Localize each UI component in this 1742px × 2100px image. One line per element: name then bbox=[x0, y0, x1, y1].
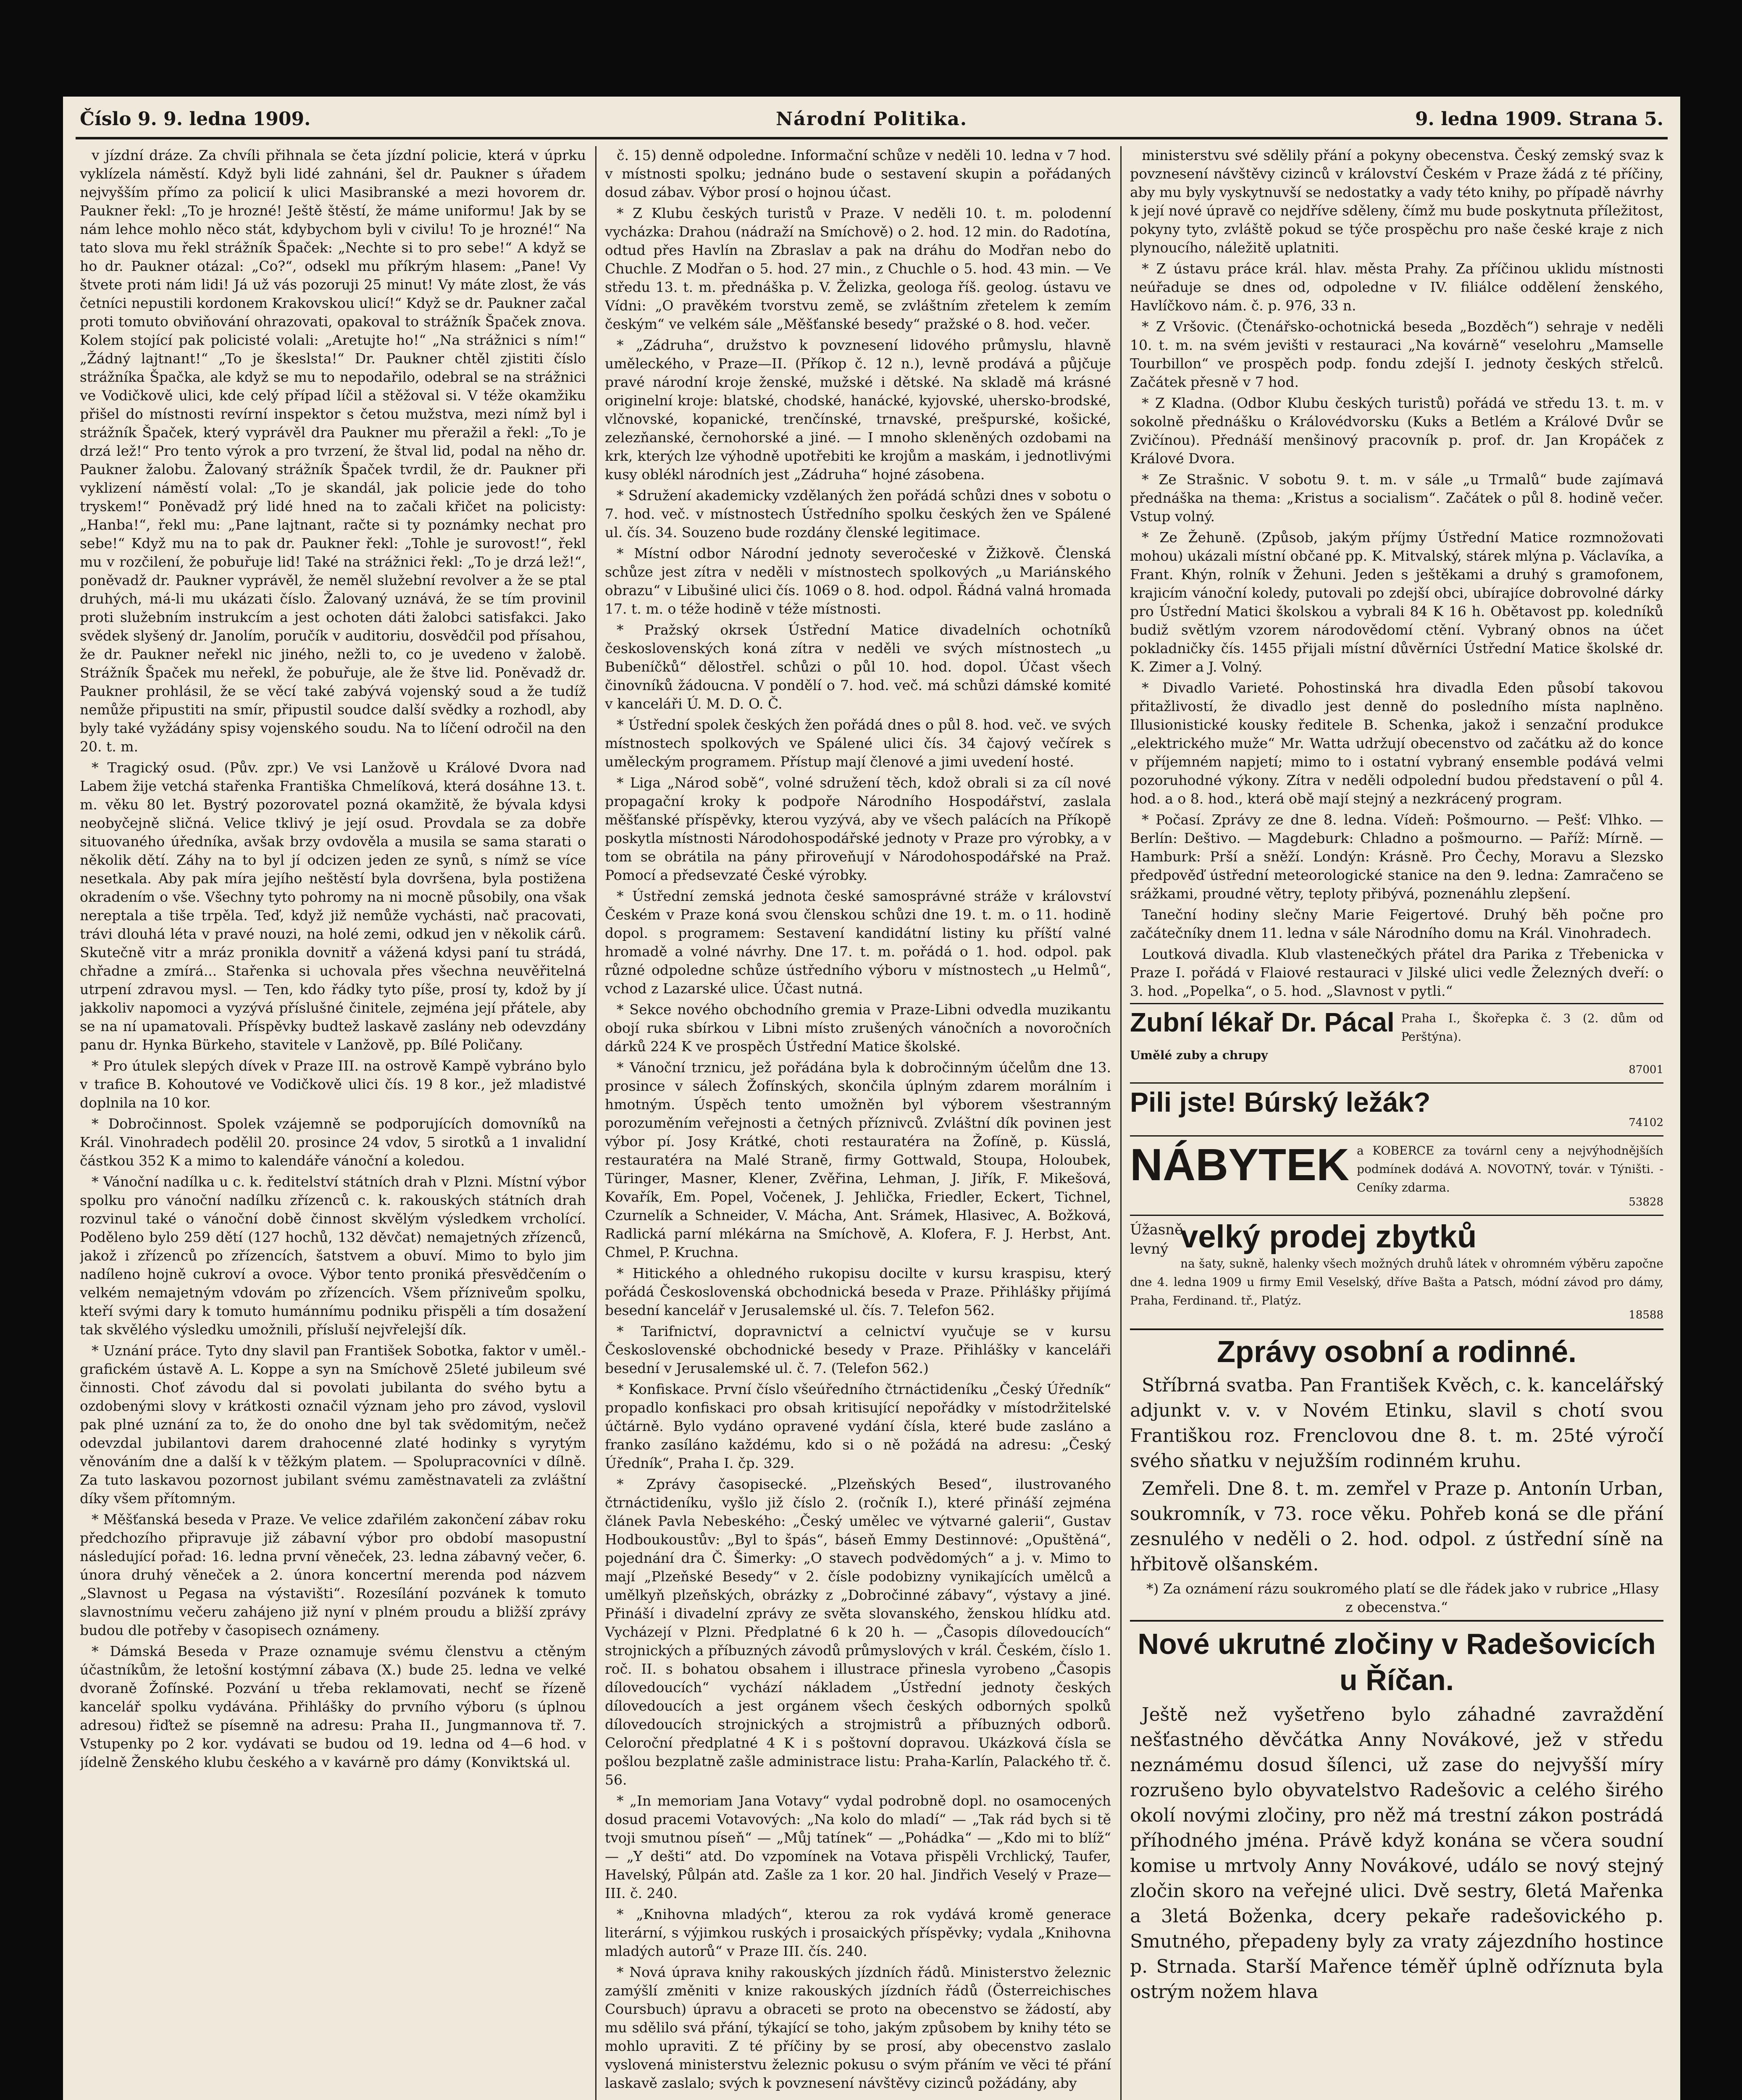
article-paragraph: * Liga „Národ sobě“, volné sdružení těch, kdož obrali si za cíl nové propagační kroky k podpoře Národního Hospodářství, zaslala měšťanské příspěvky, kterou vyzývá, aby ve všech palácích na Příkopě poskytla místnosti Národohospodářské jednoty v Praze pro výrobky, a v tom se obrátila na pány přiroveňují v Národohospodářské na Praž. Pomocí a předsevzaté České výrobky. bbox=[605, 774, 1111, 883]
ad-number: 74102 bbox=[1629, 1116, 1663, 1129]
article-paragraph: Taneční hodiny slečny Marie Feigertové. Druhý běh počne pro začátečníky dnem 11. ledna v sále Národního domu na Král. Vinohradech. bbox=[1130, 906, 1663, 941]
header-issue: Číslo 9. 9. ledna 1909. bbox=[80, 108, 311, 130]
article-paragraph: * Ze Žehuně. (Způsob, jakým příjmy Ústřední Matice rozmnožovati mohou) ukázali místní občané pp. K. Mitvalský, stárek mlýna p. Václavíka, a Frant. Khýn, rolník v Žehuni. Jeden s ještěkami a druhý s gramofonem, krajicím vánoční koledy, putovali po zdejší obci, ubírajíce dobrovolné dárky pro Ústřední Matici školskou a vybrali 84 K 16 h. Obětavost pp. koledníků budiž světlým vzorem národovědomí ctění. Vybraný obnos na účet pokladničky čís. 1455 přijali místní důvěrníci Ústřední Matice školské dr. K. Zimer a J. Volný. bbox=[1130, 529, 1663, 675]
ad-furniture-text: a KOBERCE za továrnl ceny a nejvýhodnějších podmínek dodává A. NOVOTNÝ, továr. v Týništi. - Ceníky zdarma. bbox=[1357, 1144, 1663, 1195]
section-heading: Zprávy osobní a rodinné. bbox=[1130, 1328, 1663, 1370]
column-divider bbox=[1120, 146, 1122, 2100]
ad-dentist-name: Zubní lékař Dr. Pácal bbox=[1130, 1007, 1395, 1037]
article-paragraph: * „In memoriam Jana Votavy“ vydal podrobně dopl. no osamocených dosud pracemi Votavových: „Na kolo do mladí“ — „Tak rád bych si tě tvoji smutnou píseň“ — „Můj tatínek“ — „Pohádka“ — „Kdo mi to blíž“ — „Y dešti“ atd. Do vzpomínek na Votava přispěli Vrchlický, Taufer, Havelský, Půlpán atd. Zašle za 1 kor. 20 hal. Jindřich Veselý v Praze—III. č. 240. bbox=[605, 1793, 1111, 1901]
article-paragraph: * Ústřední spolek českých žen pořádá dnes o půl 8. hod. več. ve svých místnostech spolkových ve Spálené ulici čís. 34 čajový večírek s uměleckým programem. Přístup mají členové a jimi uvedení hosté. bbox=[605, 717, 1111, 770]
ad-furniture bbox=[1130, 1135, 1663, 1212]
article-paragraph: Stříbrná svatba. Pan František Kvěch, c. k. kancelářský adjunkt v. v. v Novém Etinku, slavil s chotí svou Františkou roz. Frenclovou dne 8. t. m. 25té výročí svého sňatku v nejužším rodinném kruhu. bbox=[1130, 1375, 1663, 1472]
article-paragraph: č. 15) denně odpoledne. Informační schůze v neděli 10. ledna v 7 hod. v místnosti spolku; jednáno bude o sestavení skupin a pořádaných dosud zábav. Výbor prosí o hojnou účast. bbox=[605, 147, 1111, 200]
ad-veselsky-text: na šaty, sukně, halenky všech možných druhů látek v ohromném výběru započne dne 4. ledna 1909 u firmy Emil Veselský, dříve Bašta a Patsch, módní závod pro dámy, Praha, Ferdinand. tř., Platýz. bbox=[1130, 1257, 1663, 1308]
article-paragraph: * Konfiskace. První číslo všeúředního čtrnáctideníku „Český Úředník“ propadlo konfiskaci pro obsah kritisující nepořádky v místodržitelské účtárně. Bylo vydáno opravené vydání čísla, které bude zasláno a franko zasíláno každému, kdo si o ně požádá na adresu: „Český Úředník“, Praha I. čp. 329. bbox=[605, 1381, 1111, 1471]
article-paragraph: * Z Klubu českých turistů v Praze. V neděli 10. t. m. polodenní vycházka: Drahou (nádraží na Smíchově) o 2. hod. 12 min. do Radotína, odtud přes Havlín na Zbraslav a pak na dráhu do Modřan nebo do Chuchle. Z Modřan o 5. hod. 27 min., z Chuchle o 5. hod. 43 min. — Ve středu 13. t. m. přednáška p. V. Želizka, geologa říš. geolog. ústavu ve Vídni: „O pravěkém tvorstvu země, se zvláštním zřetelem k zemím českým“ ve velkém sále „Měšťanské besedy“ pražské o 8. hod. večer. bbox=[605, 205, 1111, 332]
article-paragraph: v jízdní dráze. Za chvíli přihnala se četa jízdní policie, která v úprku vyklízela náměstí. Když byli lidé zahnáni, šel dr. Paukner s úřadem nejvyšším přímo za policií k ulici Masibranské a mezi hovorem dr. Paukner řekl: „To je hrozné! Ještě štěstí, že máme uniformu! Jak by se nám lehce mohlo něco stát, kdybychom byli v civilu! To je hrozné!“ Na tato slova mu řekl strážník Špaček: „Nechte si to pro sebe!“ A když se ho dr. Paukner otázal: „Co?“, odsekl mu příkrým hlasem: „Pane! Vy štvete proti nám lidi! Já už vás pozoruji 25 minut! Vy máte zlost, že vás četníci nepustili kordonem Krakovskou ulicí!“ Když se dr. Paukner začal proti tomuto obviňování ohrazovati, opakoval to strážník Špaček znova. Kolem stojící pak policisté volali: „Aretujte ho!“ „Na strážnici s ním!“ „Žádný lajtnant!“ „To je škeslsta!“ Dr. Paukner chtěl zjistiti číslo strážníka Špačka, ale když se mu to nepodařilo, odebral se na strážnici ve Vodičkově ulici, kde celý případ líčil a stěžoval si. V téže okamžiku přišel do místnosti revírní inspektor s četou mužstva, mezi nímž byl i strážník Špaček, který vyprávěl dra Paukner mu přeražil a řekl: „To je drzá lež!“ Pro tento výrok a pro tvrzení, že štval lid, podal na něho dr. Paukner žalobu. Žalovaný strážník Špaček tvrdil, že dr. Paukner při vyklizení náměstí volal: „To je skandál, jak policie jede do toho tryskem!“ Poněvadž prý lidé hned na to začali křičet na policisty: „Hanba!“, řekl mu: „Pane lajtnant, račte si ty poznámky nechat pro sebe!“ Když mu na to pak dr. Paukner řekl: „Tohle je surovost!“, řekl mu v rozčilení, že pobuřuje lid! Také na strážnici řekl: „To je drzá lež!“, poněvadž dr. Paukner vyprávěl, že neměl služební revolver a že se ptal druhých, má-li mu ukázati číslo. Žalovaný uznává, že se tím provinil proti služebním instrukcím a jest ochoten dáti žalobci satisfakci. Jako svědek slyšený dr. Janolím, poručík v auditoriu, dosvědčil pod přísahou, že dr. Paukner neřekl nic jiného, nežli to, co je uvedeno v žalobě. Strážník Špaček mu neřekl, že pobuřuje, ale že štve lid. Poněvadž dr. Paukner prohlásil, že se věcí také zabývá vojenský soud a že tudíž nemůže připustiti na smír, připustil soudce další svědky a rozhodl, aby byly také vyžádány spisy vojenského soudu. Na to líčení odročil na den 20. t. m. bbox=[80, 147, 586, 755]
article-paragraph: * Měšťanská beseda v Praze. Ve velice zdařilém zakončení zábav roku předchozího připravuje již zábavní výbor pro období masopustní následující pořad: 16. ledna první věneček, 23. ledna zábavný večer, 6. února druhý věneček a 2. února koncertní merenda pod názvem „Slavnost u Pegasa na výstavišti“. Rozesílání pozvánek k tomuto slavnostnímu večeru zahájeno již nyní v plném proudu a bližší zprávy budou dle potřeby v časopisech oznámeny. bbox=[80, 1511, 586, 1638]
article-paragraph: * Počasí. Zprávy ze dne 8. ledna. Vídeň: Pošmourno. — Pešť: Vlhko. — Berlín: Deštivo. — Magdeburk: Chladno a pošmourno. — Paříž: Mírně. — Hamburk: Prší a sněží. Londýn: Krásně. Pro Čechy, Moravu a Slezsko předpověď ústřední meteorologické stanice na den 9. ledna: Zamračeno se srážkami, proudné větry, teploty přibývá, poznenáhlu zlepšení. bbox=[1130, 811, 1663, 902]
article-paragraph: * Z ústavu práce král. hlav. města Prahy. Za příčinou uklidu místnosti neúřaduje se dnes od, odpoledne v IV. filiálce oddělení ženského, Havlíčkovo nám. č. p. 976, 33 n. bbox=[1130, 260, 1663, 314]
article-headline: Nové ukrutné zločiny v Radešovicích u Říčan. bbox=[1130, 1620, 1663, 1698]
section-note: *) Za oznámení rázu soukromého platí se dle řádek jako v rubrice „Hlasy z obecenstva.“ bbox=[1146, 1580, 1659, 1616]
article-paragraph: * „Knihovna mladých“, kterou za rok vydává kromě generace literární, s výjimkou ruských i prosaických příspěvky; vydala „Knihovna mladých autorů“ v Praze III. čís. 240. bbox=[605, 1906, 1111, 1959]
ad-furniture-word: NÁBYTEK bbox=[1130, 1139, 1350, 1190]
article-paragraph: * Dobročinnost. Spolek vzájemně se podporujících domovníků na Král. Vinohradech podělil 20. prosince 24 vdov, 5 sirotků a 1 invalidní částkou 352 K a mimo to kalendáře vánoční a koledou. bbox=[80, 1116, 586, 1169]
column-2 bbox=[605, 146, 1111, 2100]
ad-dentist-address: Praha I., Škořepka č. 3 (2. dům od Perštýna). bbox=[1401, 1011, 1663, 1044]
masthead-title: Národní Politika. bbox=[775, 108, 968, 130]
article-paragraph: * Nová úprava knihy rakouských jízdních řádů. Ministerstvo železnic zamýšlí změniti v knize rakouských jízdních řádů (Österreichisches Coursbuch) úpravu a obraceti se proto na obecenstvo se žádostí, aby mu sdělilo svá přání, týkající se toho, jakým způsobem by knihy této se mohlo upraviti. Z té příčiny by se prosí, aby obecenstvo zaslalo vyslovená ministerstvu železnic pokusu o svým přáním ve věci té přání laskavě zaslalo; svých k povznesení návštěvy cizinců požádány, aby bbox=[605, 1964, 1111, 2091]
article-paragraph: * „Zádruha“, družstvo k povznesení lidového průmyslu, hlavně uměleckého, v Praze—II. (Příkop č. 12 n.), levně prodává a půjčuje pravé národní kroje ženské, mužské i dětské. Na skladě má krásné originelní kroje: blatské, chodské, hanácké, kyjovské, uhersko-brodské, vlčnovské, kopanické, trenčínské, trnavské, prešpurské, košické, zelezňanské, černohorské a jiné. — I mnoho skleněných ozdobami na krk, kterých lze výhodně upotřebiti ke krojům a maskám, i jednotlivými kusy oblékl národních jest „Zádruha“ hojné zásobena. bbox=[605, 337, 1111, 483]
newspaper-page bbox=[63, 97, 1680, 2100]
ad-bursky-text: Pili jste! Búrský ležák? bbox=[1130, 1087, 1431, 1118]
article-paragraph: * Z Vršovic. (Čtenářsko-ochotnická beseda „Bozděch“) sehraje v neděli 10. t. m. na svém jevišti v restauraci „Na kovárně“ veselohru „Mamselle Tourbillon“ ve prospěch podp. fondu zdejší I. jednoty českých střelců. Začátek přesně v 7 hod. bbox=[1130, 318, 1663, 390]
article-paragraph: * Uznání práce. Tyto dny slavil pan František Sobotka, faktor v uměl.-grafickém ústavě A. L. Koppe a syn na Smíchově 25leté jubileum své činnosti. Choť závodu dal si povolati jubilanta do svého bytu a ozdobenými slovy v krátkosti označil význam jeho pro závod, vyslovil pak plné uznání za to, že do onoho dne byl tak svědomitým, nečež odevzdal jubilantovi darem drahocenné zlaté hodinky s vyrytým věnováním dne a další k v těžkým platem. — Spolupracovníci v dílně. Za tuto laskavou pozornost jubilant svému zaměstnavateli za zvláštní díky všem přítomným. bbox=[80, 1342, 586, 1507]
column-divider bbox=[595, 146, 596, 2100]
page-header bbox=[80, 108, 1663, 146]
article-paragraph: Ještě než vyšetřeno bylo záhadné zavraždění nešťastného děvčátka Anny Novákové, jež v středu neznámému dosud šílenci, už zase do nejvyšší míry rozrušeno bylo obyvatelstvo Radešovic a celého širého okolí novými zločiny, pro něž má trestní zákon postrádá příhodného jména. Právě když konána se včera soudní komise u mrtvoly Anny Novákové, událo se nový stejný zločin skoro na veřejné ulici. Dvě sestry, 6letá Mařenka a 3letá Boženka, dcery pekaře radešovického p. Smutného, přepadeny byly za vraty zájezdního hostince p. Strnada. Starší Mařence téměř úplně odříznuta byla ostrým nožem hlava bbox=[1130, 1704, 1663, 2003]
article-paragraph: Loutková divadla. Klub vlastenečkých přátel dra Parika z Třebenicka v Praze I. pořádá v Flaiové restauraci v Jilské ulici vedle Železných dveří: o 3. hod. „Popelka“, o 5. hod. „Slavnost v pytli.“ bbox=[1130, 946, 1663, 999]
article-paragraph: * Ústřední zemská jednota české samosprávné stráže v království Českém v Praze koná svou členskou schůzi dne 19. t. m. o 11. hodině dopol. s programem: Sestavení kandidátní listiny ku příští valné hromadě a volné návrhy. Dne 17. t. m. pořádá o 1. hod. odpol. pak různé odpoledne schůze ústředního výboru v místnostech „u Helmů“, vchod z Lazarské ulice. Účast nutná. bbox=[605, 888, 1111, 997]
ad-dentist bbox=[1130, 1003, 1663, 1080]
article-paragraph: * Hitického a ohledného rukopisu docilte v kursu kraspisu, který pořádá Československá obchodnická beseda v Praze. Přihlášky přijímá besední kancelář v Jerusalemské ul. čís. 7. Telefon 562. bbox=[605, 1265, 1111, 1318]
article-paragraph: * Tragický osud. (Pův. zpr.) Ve vsi Lanžově u Králové Dvora nad Labem žije vetchá stařenka Františka Chmelíková, která dosáhne 13. t. m. věku 80 let. Bystrý pozorovatel pozná okamžitě, že bývala kdysi neobyčejně sličná. Velice tklivý je její osud. Provdala se za dobře situovaného úředníka, avšak brzy ovdověla a musila se sama starati o několik dětí. Záhy na to byl jí odcizen jeden ze synů, s nímž se více nesetkala. Aby pak míra jejího neštěstí byla dovršena, byla postižena okradením o vše. Všechny tyto pohromy na ni mocně působily, ona však nereptala a tiše trpěla. Teď, když již nemůže vychásti, nač pracovati, trávi dlouhá léta v pravé nouzi, na holé zemi, odkud jen v několik cárů. Skutečně vitr a mráz pronikla dovnitř a vážená kdysi paní tu strádá, chřadne a zmírá... Stařenka si uchovala přes všechna neuvěřitelná utrpení zdravou mysl. — Ten, kdo řádky tyto píše, prosí ty, kdož by jí jakkoliv napomoci a vyzývá příslušné činitele, zejména její přátele, aby se na ní upamatovali. Příspěvky budtež laskavě zaslány neb odevzdány panu dr. Hynka Bürkeho, stavitele v Lanžově, pp. Bílé Poličany. bbox=[80, 759, 586, 1053]
header-rule bbox=[76, 137, 1668, 139]
ad-dentist-tagline: Umělé zuby a chrupy bbox=[1130, 1048, 1268, 1062]
article-paragraph: * Vánoční nadílka u c. k. ředitelství státních drah v Plzni. Místní výbor spolku pro vánoční nadílku zřízenců c. k. rakouských státních drah rozvinul také o vánoční době činnost skvělým výsledkem vrcholící. Poděleno bylo 259 dětí (127 hochů, 132 děvčat) nemajetných zřízenců, jakož i zřízenců po zřízencích, šatstvem a obuví. Mimo to bylo jim nadíleno hojně cukroví a ovoce. Výbor tento proniká přesvědčením o velkém nemajetným vdovám po zřízencích. Všem přízniveům spolku, kteří svými dary k tomuto humánnímu podniku přispěli a tím dosažení tak skvělého výsledku umožnili, přísluší nejvřelejší dík. bbox=[80, 1173, 586, 1338]
article-paragraph: * Tarifnictví, dopravnictví a celnictví vyučuje se v kursu Československé obchodnické besedy v Praze. Přihlášky v kanceláři besední v Jerusalemské ul. č. 7. (Telefon 562.) bbox=[605, 1323, 1111, 1376]
ad-veselsky bbox=[1130, 1215, 1663, 1325]
header-date-page: 9. ledna 1909. Strana 5. bbox=[1415, 108, 1663, 130]
article-paragraph: * Sdružení akademicky vzdělaných žen pořádá schůzi dnes v sobotu o 7. hod. več. v místnostech Ústředního spolku českých žen ve Spálené ul. čís. 34. Souzeno bude rozdány členské legitimace. bbox=[605, 487, 1111, 541]
article-paragraph: ministerstvu své sdělily přání a pokyny obecenstva. Český zemský svaz k povznesení návštěvy cizinců v království Českém v Praze žádá z té příčiny, aby mu byly vyskytnuvší se nedostatky a vady této knihy, po případě návrhy k její nové úpravě co nejdříve sděleny, čímž mu bude poskytnuta příležitost, pokyny tyto, zvláště pokud se týče prospěchu pro naše české kraje z nich plynoucího, náležitě uplatniti. bbox=[1130, 147, 1663, 256]
article-paragraph: * Dámská Beseda v Praze oznamuje svému členstvu a ctěným účastníkům, že letošní kostýmní zábava (X.) bude 25. ledna ve velké dvoraně Žofínské. Pozvání u třeba reklamovati, nechť se řízeně kancelář spolku vydávána. Přihlášky do prvního výboru (s úplnou adresou) řiďtež se písemně na adresu: Praha II., Jungmannova tř. 7. Vstupenky po 2 kor. vydávati se budou od 19. ledna od 4—6 hod. v jídelně Ženského klubu českého a v kavárně pro dámy (Konviktská ul. bbox=[80, 1643, 586, 1770]
ad-number: 53828 bbox=[1629, 1196, 1663, 1209]
article-paragraph: * Divadlo Varieté. Pohostinská hra divadla Eden působí takovou přitažlivostí, že divadlo jest denně do posledního místa naplněno. Illusionistické kousky ředitele B. Schenka, jakož i senzační produkce „elektrického muže“ Mr. Watta udržují obecenstvo od začátku až do konce v příjemném napjetí; mimo to i ostatní vybraný ensemble podává velmi pozoruhodné výkony. Zítra v neděli odpolední budou představení o půl 4. hod. a o 8. hod., která obě mají stejný a nezkrácený program. bbox=[1130, 680, 1663, 807]
article-paragraph: * Pro útulek slepých dívek v Praze III. na ostrově Kampě vybráno bylo v trafice B. Kohoutové ve Vodičkově ulici čís. 19 8 kor., jež mladistvé doplnila na 10 kor. bbox=[80, 1058, 586, 1111]
ad-veselsky-headline: velký prodej zbytků bbox=[1180, 1219, 1477, 1255]
ad-number: 18588 bbox=[1629, 1309, 1663, 1322]
article-paragraph: * Sekce nového obchodního gremia v Praze-Libni odvedla muzikantu obojí ruka sbírkou v Libni místo zrušených vánočních a novoročních dárků 224 K ve prospěch Ústřední Matice školské. bbox=[605, 1001, 1111, 1055]
ad-number: 87001 bbox=[1629, 1063, 1663, 1076]
article-paragraph: * Ze Strašnic. V sobotu 9. t. m. v sále „u Trmalů“ bude zajímavá přednáška na thema: „Kristus a socialism“. Začátek o půl 8. hodině večer. Vstup volný. bbox=[1130, 471, 1663, 525]
article-paragraph: * Z Kladna. (Odbor Klubu českých turistů) pořádá ve středu 13. t. m. v sokolně přednášku o Královédvorsku (Kuks a Betlém a Králové Dvůr se Zvičínou). Přednáší menšinový pracovník p. prof. dr. Jan Kropáček z Králové Dvora. bbox=[1130, 395, 1663, 467]
article-paragraph: * Zprávy časopisecké. „Plzeňských Besed“, ilustrovaného čtrnáctideníku, vyšlo již číslo 2. (ročník I.), které přináší zejména článek Pavla Nebeského: „Český umělec ve výtvarné galerii“, Gustav Hodboukoustův: „Byl to špás“, báseň Emmy Destinnové: „Opuštěná“, pojednání dra Č. Šimerky: „O stavech podvědomých“ a j. v. Mimo to mají „Plzeňské Besedy“ v 2. čísle podobizny vynikajících umělců a umělkyň plzeňských, obrázky z „Dobročinné zábavy“, výstavy a jiné. Přináší i divadelní zprávy ze světa slovanského, ženskou hlídku atd. Vycházejí v Plzni. Předplatné 6 k 20 h. — „Časopis dílovedoucích“ strojnických a příbuzných závodů průmyslových v král. Českém, číslo 1. roč. II. s bohatou obsahem i illustrace přinesla vyrobeno „Časopis dílovedoucích“ vychází nákladem „Ústřední jednoty českých dílovedoucích a jest orgánem všech českých odborných spolků dílovedoucích strojnických a strojmistrů a příbuzných odborů. Celoroční předplatné 4 K i s poštovní dopravou. Ukázková čísla se pošlou bezplatně zašle administrace listu: Praha-Karlín, Palackého tř. č. 56. bbox=[605, 1476, 1111, 1788]
article-paragraph: * Místní odbor Národní jednoty severočeské v Žižkově. Členská schůze jest zítra v neděli v místnostech spolkových „u Mariánského obrazu“ v Libušiné ulici čís. 1069 o 8. hod. odpol. Řádná valná hromada 17. t. m. o téže hodině v téže místnosti. bbox=[605, 545, 1111, 617]
article-paragraph: Zemřeli. Dne 8. t. m. zemřel v Praze p. Antonín Urban, soukromník, v 73. roce věku. Pohřeb koná se dle přání zesnulého v neděli o 2. hod. odpol. z ústřední síně na hřbitově olšanském. bbox=[1130, 1478, 1663, 1575]
ad-veselsky-lead: Úžasně levný bbox=[1130, 1221, 1183, 1258]
article-paragraph: * Vánoční trznicu, jež pořádána byla k dobročinným účelům dne 13. prosince v sálech Žofínských, skončila úplným zdarem morálním i hmotným. Úspěch tento umožněn byl výborem všestranným porozuměním veřejnosti a četných příznivců. Zvláštní dík povinen jest výbor pí. Josy Krátké, choti restauratéra na Žofíně, p. Küsslá, restauratéra na Malé Straně, firmy Gottwald, Stoupa, Holoubek, Türinger, Masner, Klener, Zvěřina, Lehman, J. Jiřík, F. Mikešová, Kovařík, Em. Popel, Vočenek, J. Jehlička, Friedler, Eckert, Tichnel, Czurnelík a Schneider, V. Mácha, Ant. Srámek, Hlasivec, A. Božková, Radlická parní mlékárna na Smíchově, A. Klofera, F. J. Herbst, Ant. Chmel, P. Kruchna. bbox=[605, 1059, 1111, 1260]
article-paragraph: * Pražský okrsek Ústřední Matice divadelních ochotníků československých koná zítra v neděli ve svých místnostech „u Bubeníčků“ dělostřel. schůzi o půl 10. hod. dopol. Účast všech činovníků žádoucna. V pondělí o 7. hod. več. má schůzi dámské komité v kanceláři Ú. M. D. O. Č. bbox=[605, 622, 1111, 712]
column-3 bbox=[1130, 146, 1663, 2100]
column-1 bbox=[80, 146, 586, 2100]
ad-bursky bbox=[1130, 1082, 1663, 1133]
